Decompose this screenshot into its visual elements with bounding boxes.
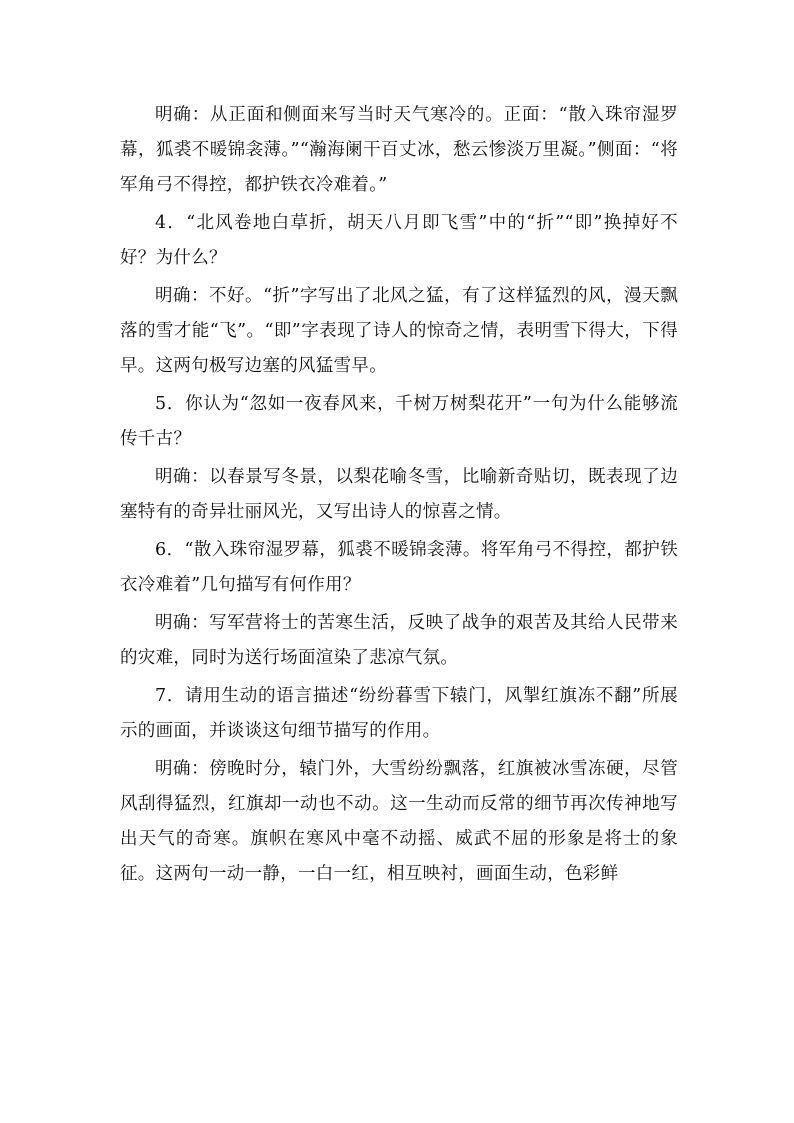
- answer-paragraph: 明确：写军营将士的苦寒生活，反映了战争的艰苦及其给人民带来的灾难，同时为送行场面渲染了悲凉气氛。: [120, 613, 678, 668]
- question-paragraph: 6．“散入珠帘湿罗幕，狐裘不暖锦衾薄。将军角弓不得控，都护铁衣冷难着”几句描写有何作用？: [120, 540, 678, 595]
- question-paragraph: 5．你认为“忽如一夜春风来，千树万树梨花开”一句为什么能够流传千古？: [120, 394, 678, 449]
- answer-paragraph: 明确：以春景写冬景，以梨花喻冬雪，比喻新奇贴切，既表现了边塞特有的奇异壮丽风光，又写出诗人的惊喜之情。: [120, 467, 678, 522]
- answer-paragraph: 明确：傍晚时分，辕门外，大雪纷纷飘落，红旗被冰雪冻硬，尽管风刮得猛烈，红旗却一动也不动。这一生动而反常的细节再次传神地写出天气的奇寒。旗帜在寒风中毫不动摇、威武不屈的形象是将士的象征。这两句一动一静，一白一红，相互映衬，画面生动，色彩鲜: [120, 759, 678, 884]
- question-paragraph: 4．“北风卷地白草折，胡天八月即飞雪”中的“折”“即”换掉好不好？为什么？: [120, 213, 678, 268]
- question-paragraph: 7．请用生动的语言描述“纷纷暮雪下辕门，风掣红旗冻不翻”所展示的画面，并谈谈这句细节描写的作用。: [120, 686, 678, 741]
- answer-paragraph: 明确：不好。“折”字写出了北风之猛，有了这样猛烈的风，漫天飘落的雪才能“飞”。“即”字表现了诗人的惊奇之情，表明雪下得大，下得早。这两句极写边塞的风猛雪早。: [120, 286, 678, 376]
- document-body: [120, 98, 678, 895]
- answer-paragraph: 明确：从正面和侧面来写当时天气寒冷的。正面：“散入珠帘湿罗幕，狐裘不暖锦衾薄。”“瀚海阑干百丈冰，愁云惨淡万里凝。”侧面：“将军角弓不得控，都护铁衣冷难着。”: [120, 105, 678, 195]
